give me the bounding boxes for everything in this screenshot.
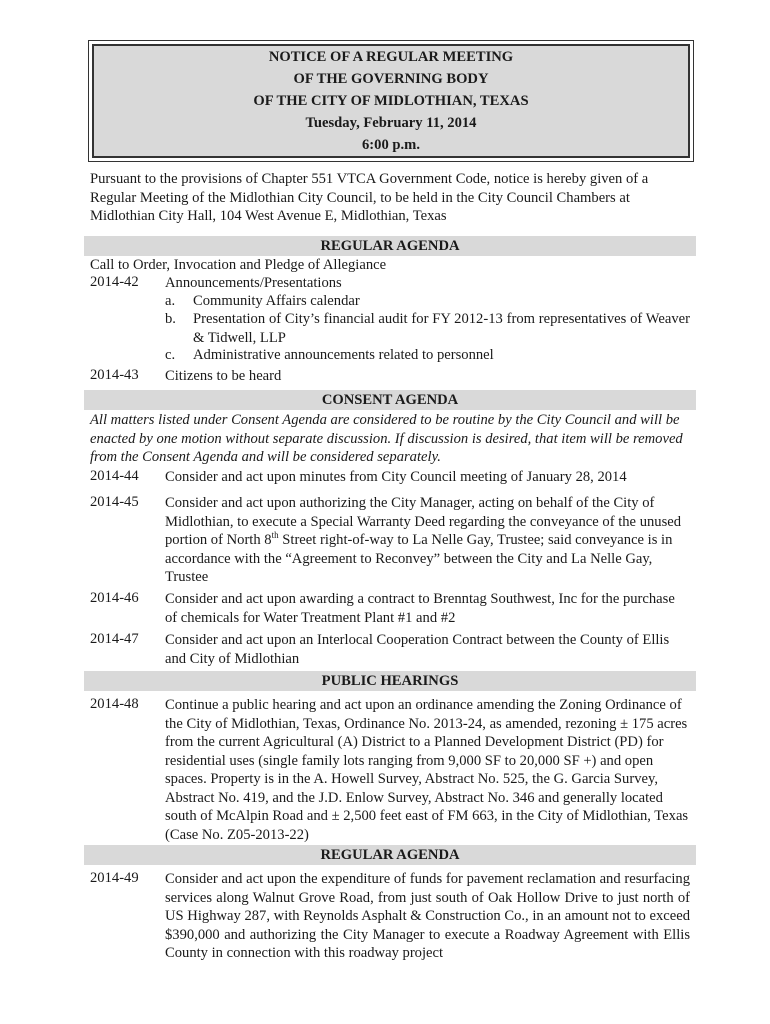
sub-item-a [165,292,690,311]
item-text-part-a: Consider and act upon authorizing the City Manager, acting on behalf of the City of Midlothian, to execute a Special Warranty Deed regarding the conveyance of the unused portion of North 8 [165,495,682,548]
sub-item-b [165,310,690,347]
agenda-item-2014-42 [90,274,690,293]
sub-item-text: Community Affairs calendar [193,293,360,309]
notice-title-box [88,40,694,162]
item-text [165,494,690,587]
section-header-regular-agenda-2: REGULAR AGENDA [84,845,696,865]
title-line-2: OF THE GOVERNING BODY [293,71,489,87]
agenda-item-2014-44 [90,468,690,487]
sub-item-text: Presentation of City’s financial audit for FY 2012-13 from representatives of Weaver & Tidwell, LLP [193,311,690,346]
consent-agenda-note: All matters listed under Consent Agenda are considered to be routine by the City Council and will be enacted by one motion without separate discussion. If discussion is desired, that item will be removed from the Consent Agenda and will be considered separately. [90,412,683,465]
item-number: 2014-47 [90,631,139,647]
title-line-3: OF THE CITY OF MIDLOTHIAN, TEXAS [253,93,529,109]
item-number: 2014-48 [90,696,139,712]
sub-item-letter: a. [165,293,176,309]
item-number: 2014-46 [90,590,139,606]
section-header-consent-agenda: CONSENT AGENDA [84,390,696,410]
intro-paragraph: Pursuant to the provisions of Chapter 551 VTCA Government Code, notice is hereby given of a Regular Meeting of the Midlothian City Council, to be held in the City Council Chambers at Midlothian City Hall, 104 West Avenue E, Midlothian, Texas [90,171,649,224]
sub-item-letter: b. [165,311,176,327]
item-number: 2014-49 [90,870,139,886]
item-text: Consider and act upon awarding a contract to Brenntag Southwest, Inc for the purchase of chemicals for Water Treatment Plant #1 and #2 [165,591,675,626]
item-number: 2014-43 [90,367,139,383]
meeting-time: 6:00 p.m. [362,137,420,153]
item-text: Continue a public hearing and act upon an ordinance amending the Zoning Ordinance of the City of Midlothian, Texas, Ordinance No. 2013-24, as amended, rezoning ± 175 acres from the current Agricultural (A) District to a Planned Development District (PD) for residential uses (single family lots ranging from 9,000 SF to 20,000 SF +) and open spaces. Property is in the A. Howell Survey, Abstract No. 525, the G. Garcia Survey, Abstract No. 419, and the J.D. Enlow Survey, Abstract No. 346 and generally located south of McAlpin Road and ± 2,500 feet east of FM 663, in the City of Midlothian, Texas (Case No. Z05-2013-22) [165,697,689,843]
sub-item-letter: c. [165,347,176,363]
sub-item-c [165,346,690,365]
notice-title-inner [92,44,690,158]
ordinal-suffix: th [271,530,279,541]
call-to-order: Call to Order, Invocation and Pledge of Allegiance [90,257,387,273]
item-text: Announcements/Presentations [165,275,342,291]
item-text: Consider and act upon the expenditure of funds for pavement reclamation and resurfacing services along Walnut Grove Road, from just south of Oak Hollow Drive to just north of US Highway 287, with Reynolds Asphalt & Construction Co., in an amount not to exceed $390,000 and authorizing the City Manager to execute a Roadway Agreement with Ellis County in connection with this roadway project [165,871,690,961]
item-text: Citizens to be heard [165,368,282,384]
section-header-public-hearings: PUBLIC HEARINGS [84,671,696,691]
meeting-date: Tuesday, February 11, 2014 [305,115,477,131]
item-number: 2014-42 [90,274,139,290]
item-text-part-b: Street right-of-way to La Nelle Gay, Trustee; said conveyance is in accordance with the “Agreement to Reconvey” between the City and La Nelle Gay, Trustee [165,532,673,585]
agenda-item-2014-47 [90,631,690,668]
agenda-item-2014-46 [90,590,690,627]
item-number: 2014-44 [90,468,139,484]
agenda-item-2014-49 [90,870,690,963]
sub-item-text: Administrative announcements related to personnel [193,347,494,363]
agenda-item-2014-45 [90,494,690,587]
item-number: 2014-45 [90,494,139,510]
agenda-item-2014-43 [90,367,690,386]
agenda-item-2014-48 [90,696,690,844]
title-line-1: NOTICE OF A REGULAR MEETING [268,49,514,65]
section-header-regular-agenda: REGULAR AGENDA [84,236,696,256]
item-text: Consider and act upon minutes from City Council meeting of January 28, 2014 [165,469,627,485]
item-text: Consider and act upon an Interlocal Cooperation Contract between the County of Ellis and City of Midlothian [165,632,670,667]
